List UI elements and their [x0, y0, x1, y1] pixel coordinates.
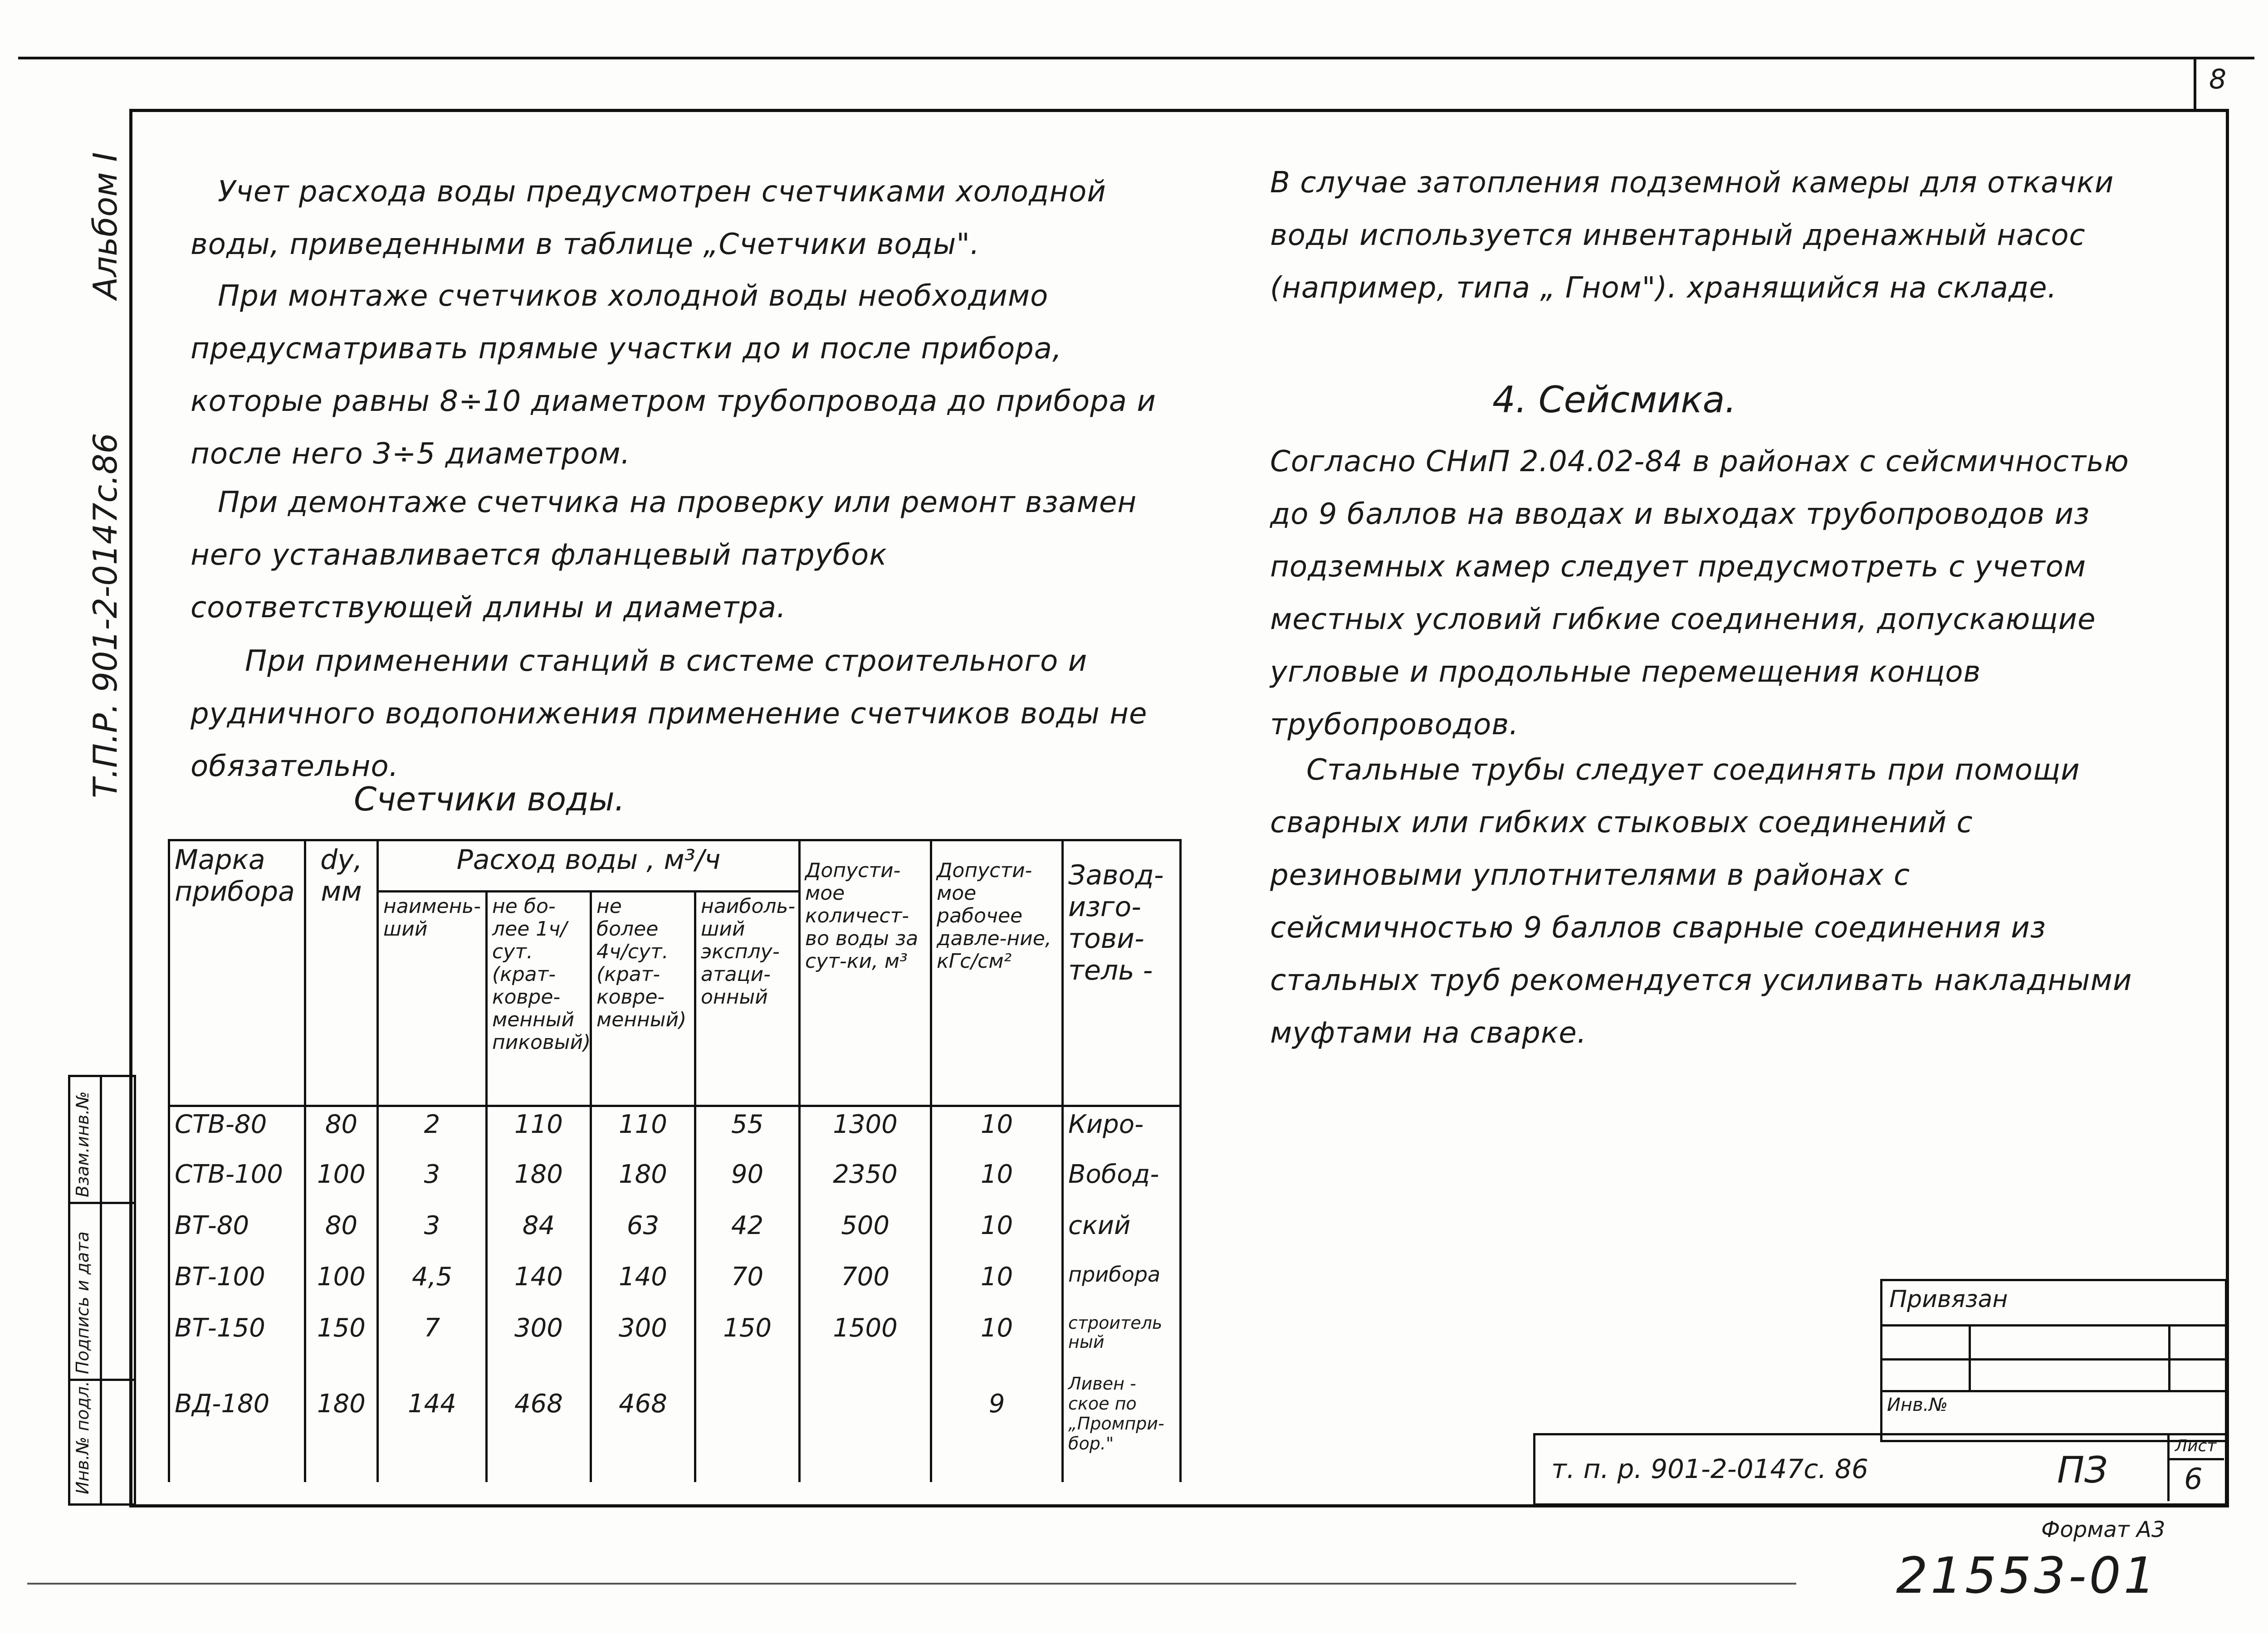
cell-daily [800, 1371, 931, 1482]
cell-maker: строитель ный [1063, 1311, 1181, 1371]
binding-stamp-line-3 [1880, 1390, 2225, 1392]
table-row [169, 1311, 1181, 1371]
side-stamp-row-line-1 [68, 1202, 134, 1204]
cell-max-short: 468 [487, 1371, 591, 1482]
cell-brand: ВД-180 [169, 1371, 305, 1482]
binding-stamp-line-1 [1880, 1324, 2225, 1327]
cell-maker: Ливен - ское по „Промпри-бор." [1063, 1371, 1181, 1482]
sheet-number-box-left [2194, 57, 2196, 110]
header-max-long: не более 4ч/сут. (крат-ковре-менный) [591, 891, 695, 1106]
cell-brand: ВТ-80 [169, 1208, 305, 1259]
cell-max-short: 84 [487, 1208, 591, 1259]
left-paragraph-3: При демонтаже счетчика на проверку или ремонт взамен него устанавливается фланцевый патрубок соответствующей длины и диаметра. [191, 486, 1137, 624]
cell-max-oper: 55 [695, 1106, 800, 1157]
cell-min: 144 [378, 1371, 487, 1482]
cell-maker: Вобод- [1063, 1157, 1181, 1208]
title-block-sheet-line [2167, 1458, 2224, 1460]
cell-min: 3 [378, 1157, 487, 1208]
cell-daily: 1300 [800, 1106, 931, 1157]
section-title-seismic: 4. Сейсмика. [1492, 379, 1736, 421]
cell-max-long: 110 [591, 1106, 695, 1157]
sheet-number: 8 [2209, 63, 2227, 95]
side-stamp-divider [100, 1075, 102, 1503]
cell-max-short: 140 [487, 1259, 591, 1311]
title-block-code: т. п. р. 901-2-0147с. 86 [1551, 1454, 1868, 1484]
side-stamp-replace-label: Взам.инв.№ [73, 1091, 93, 1197]
cell-max-short: 110 [487, 1106, 591, 1157]
left-paragraph-1: Учет расхода воды предусмотрен счетчиками холодной воды, приведенными в таблице „Счетчики воды". [191, 175, 1106, 261]
cell-daily: 700 [800, 1259, 931, 1311]
cell-brand: СТВ-100 [169, 1157, 305, 1208]
cell-min: 3 [378, 1208, 487, 1259]
cell-max-long: 468 [591, 1371, 695, 1482]
bound-label: Привязан [1889, 1286, 2008, 1313]
seismic-paragraph-2: Стальные трубы следует соединять при помощи сварных или гибких стыковых соединений с резиновыми уплотнителями в районах с сейсмичностью 9 баллов сварные соединения из стальных труб рекомендуется усиливать накладными муфтами на сварке. [1270, 753, 2132, 1050]
cell-pressure: 10 [931, 1157, 1063, 1208]
title-block-sheet-value: 6 [2184, 1463, 2203, 1496]
cell-max-oper: 90 [695, 1157, 800, 1208]
table-row [169, 1208, 1181, 1259]
archive-number: 21553-01 [1896, 1546, 2158, 1605]
cell-max-short: 300 [487, 1311, 591, 1371]
title-block-doc-mark: ПЗ [2057, 1449, 2108, 1491]
cell-maker: ский [1063, 1208, 1181, 1259]
binding-stamp-col-1 [1969, 1324, 1971, 1392]
cell-dy: 100 [305, 1259, 378, 1311]
table-row [169, 1106, 1181, 1157]
header-flow-group: Расход воды , м³/ч [378, 840, 800, 892]
water-meters-table [168, 839, 1182, 1482]
table-row [169, 1157, 1181, 1208]
cell-dy: 100 [305, 1157, 378, 1208]
header-maker: Завод-изго-тови-тель - [1063, 840, 1181, 1106]
cell-max-long: 180 [591, 1157, 695, 1208]
header-dy: dу, мм [305, 840, 378, 1106]
cell-max-oper: 42 [695, 1208, 800, 1259]
cell-max-oper [695, 1371, 800, 1482]
cell-brand: ВТ-100 [169, 1259, 305, 1311]
cell-daily: 2350 [800, 1157, 931, 1208]
cell-min: 7 [378, 1311, 487, 1371]
left-paragraph-2: При монтаже счетчиков холодной воды необходимо предусматривать прямые участки до и после прибора, которые равны 8÷10 диаметром трубопровода до прибора и после него 3÷5 диаметром. [191, 279, 1156, 471]
side-stamp-signature-label: Подпись и дата [73, 1231, 93, 1374]
header-daily: Допусти-мое количест-во воды за сут-ки, м³ [800, 840, 931, 1106]
header-min: наимень-ший [378, 891, 487, 1106]
margin-project-code: Т.П.Р. 901-2-0147с.86 [86, 433, 124, 798]
table-row [169, 1259, 1181, 1311]
cell-max-oper: 150 [695, 1311, 800, 1371]
bottom-edge-line [27, 1583, 1796, 1585]
margin-album-label: Альбом I [86, 152, 124, 299]
cell-max-long: 300 [591, 1311, 695, 1371]
right-paragraph-pump: В случае затопления подземной камеры для откачки воды используется инвентарный дренажный насос (например, типа „ Гном"). хранящийся на складе. [1270, 166, 2114, 305]
cell-maker: прибора [1063, 1259, 1181, 1311]
cell-maker: Киро- [1063, 1106, 1181, 1157]
left-paragraph-4: При применении станций в системе строительного и рудничного водопонижения применение счетчиков воды не обязательно. [191, 644, 1148, 783]
header-max-short: не бо-лее 1ч/сут. (крат-ковре-менный пиковый) [487, 891, 591, 1106]
header-brand: Марка прибора [169, 840, 305, 1106]
inventory-label: Инв.№ [1887, 1395, 1948, 1415]
title-block-sheet-label: Лист [2175, 1437, 2217, 1455]
table-title: Счетчики воды. [354, 780, 625, 818]
header-pressure: Допусти-мое рабочее давле-ние, кГс/см² [931, 840, 1063, 1106]
cell-pressure: 10 [931, 1208, 1063, 1259]
cell-brand: ВТ-150 [169, 1311, 305, 1371]
cell-pressure: 9 [931, 1371, 1063, 1482]
cell-pressure: 10 [931, 1106, 1063, 1157]
cell-dy: 150 [305, 1311, 378, 1371]
cell-pressure: 10 [931, 1311, 1063, 1371]
cell-max-short: 180 [487, 1157, 591, 1208]
cell-dy: 80 [305, 1106, 378, 1157]
cell-max-long: 63 [591, 1208, 695, 1259]
format-label: Формат А3 [2041, 1517, 2165, 1542]
cell-daily: 1500 [800, 1311, 931, 1371]
binding-stamp-line-2 [1880, 1358, 2225, 1361]
binding-stamp-col-2 [2168, 1324, 2170, 1392]
cell-daily: 500 [800, 1208, 931, 1259]
cell-min: 4,5 [378, 1259, 487, 1311]
cell-brand: СТВ-80 [169, 1106, 305, 1157]
table-row [169, 1371, 1181, 1482]
cell-max-oper: 70 [695, 1259, 800, 1311]
header-max-oper: наиболь-ший эксплу-атаци-онный [695, 891, 800, 1106]
side-stamp-inv-label: Инв.№ подл. [73, 1380, 93, 1494]
cell-dy: 180 [305, 1371, 378, 1482]
title-block-sheet-divider [2167, 1433, 2170, 1501]
top-border-line [18, 57, 2254, 59]
cell-dy: 80 [305, 1208, 378, 1259]
seismic-paragraph-1: Согласно СНиП 2.04.02-84 в районах с сейсмичностью до 9 баллов на вводах и выходах трубопроводов из подземных камер следует предусмотреть с учетом местных условий гибкие соединения, допускающие угловые и продольные перемещения концов трубопроводов. [1270, 445, 2129, 741]
cell-max-long: 140 [591, 1259, 695, 1311]
cell-min: 2 [378, 1106, 487, 1157]
cell-pressure: 10 [931, 1259, 1063, 1311]
